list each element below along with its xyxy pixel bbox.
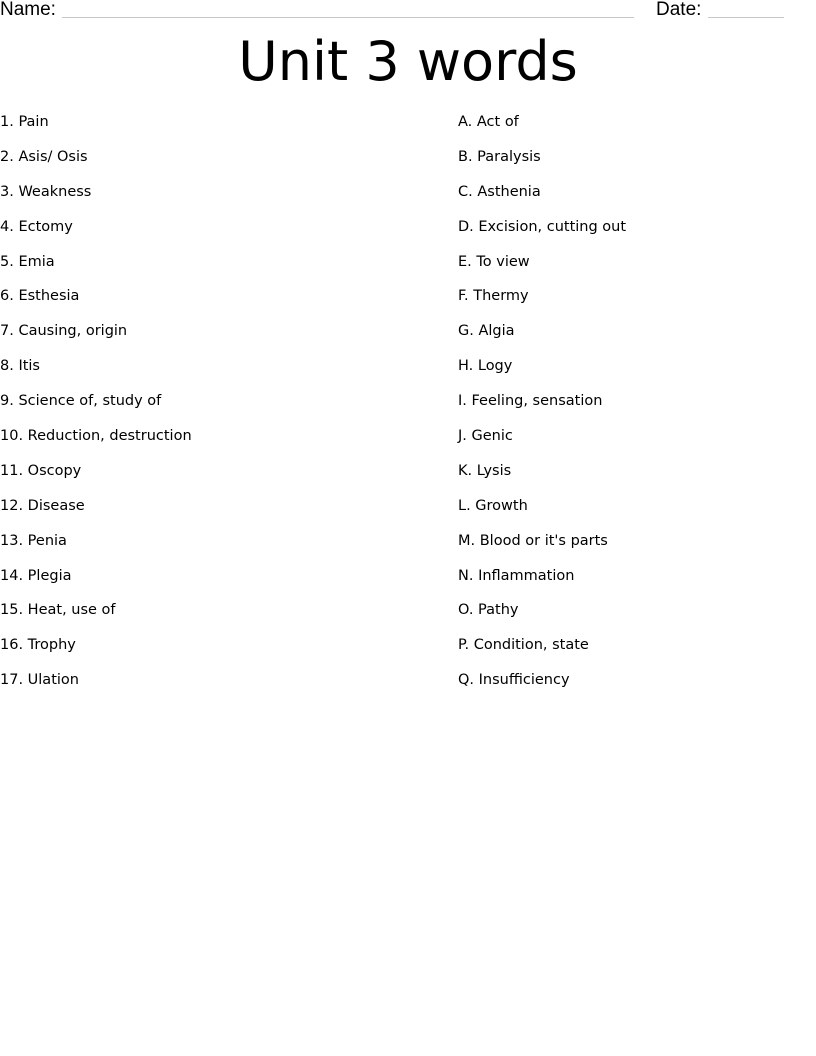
answer-item: I. Feeling, sensation xyxy=(458,393,603,410)
question-item: 6. Esthesia xyxy=(0,288,80,305)
question-item: 17. Ulation xyxy=(0,672,79,689)
question-item: 3. Weakness xyxy=(0,183,92,200)
question-item: 14. Plegia xyxy=(0,567,72,584)
question-item: 7. Causing, origin xyxy=(0,323,128,340)
date-blank-line xyxy=(708,17,784,18)
answer-item: M. Blood or it's parts xyxy=(458,532,608,549)
question-item: 12. Disease xyxy=(0,497,85,514)
answer-item: E. To view xyxy=(458,253,530,270)
answer-item: B. Paralysis xyxy=(458,148,541,165)
name-blank-line xyxy=(62,17,634,18)
question-item: 10. Reduction, destruction xyxy=(0,428,192,445)
answer-item: P. Condition, state xyxy=(458,637,589,654)
question-item: 9. Science of, study of xyxy=(0,393,162,410)
answer-item: O. Pathy xyxy=(458,602,519,619)
page-title: Unit 3 words xyxy=(238,30,578,93)
answer-item: C. Asthenia xyxy=(458,183,541,200)
answer-item: G. Algia xyxy=(458,323,515,340)
question-item: 11. Oscopy xyxy=(0,462,82,479)
name-label: Name: xyxy=(0,0,56,20)
answer-item: H. Logy xyxy=(458,358,513,375)
answer-item: N. Inflammation xyxy=(458,567,575,584)
worksheet-header xyxy=(0,0,816,24)
question-item: 4. Ectomy xyxy=(0,218,73,235)
answer-item: Q. Insufficiency xyxy=(458,672,570,689)
answer-item: K. Lysis xyxy=(458,462,512,479)
answer-item: F. Thermy xyxy=(458,288,529,305)
answers-list xyxy=(458,110,798,703)
answer-item: J. Genic xyxy=(458,428,513,445)
answer-item: D. Excision, cutting out xyxy=(458,218,627,235)
answer-item: A. Act of xyxy=(458,114,519,130)
question-item: 15. Heat, use of xyxy=(0,602,116,619)
date-label: Date: xyxy=(656,0,702,20)
question-item: 1. Pain xyxy=(0,114,49,130)
question-item: 13. Penia xyxy=(0,532,67,549)
question-item: 5. Emia xyxy=(0,253,55,270)
question-item: 8. Itis xyxy=(0,358,40,375)
question-item: 2. Asis/ Osis xyxy=(0,148,88,165)
answer-item: L. Growth xyxy=(458,497,528,514)
questions-list xyxy=(0,110,440,703)
question-item: 16. Trophy xyxy=(0,637,76,654)
